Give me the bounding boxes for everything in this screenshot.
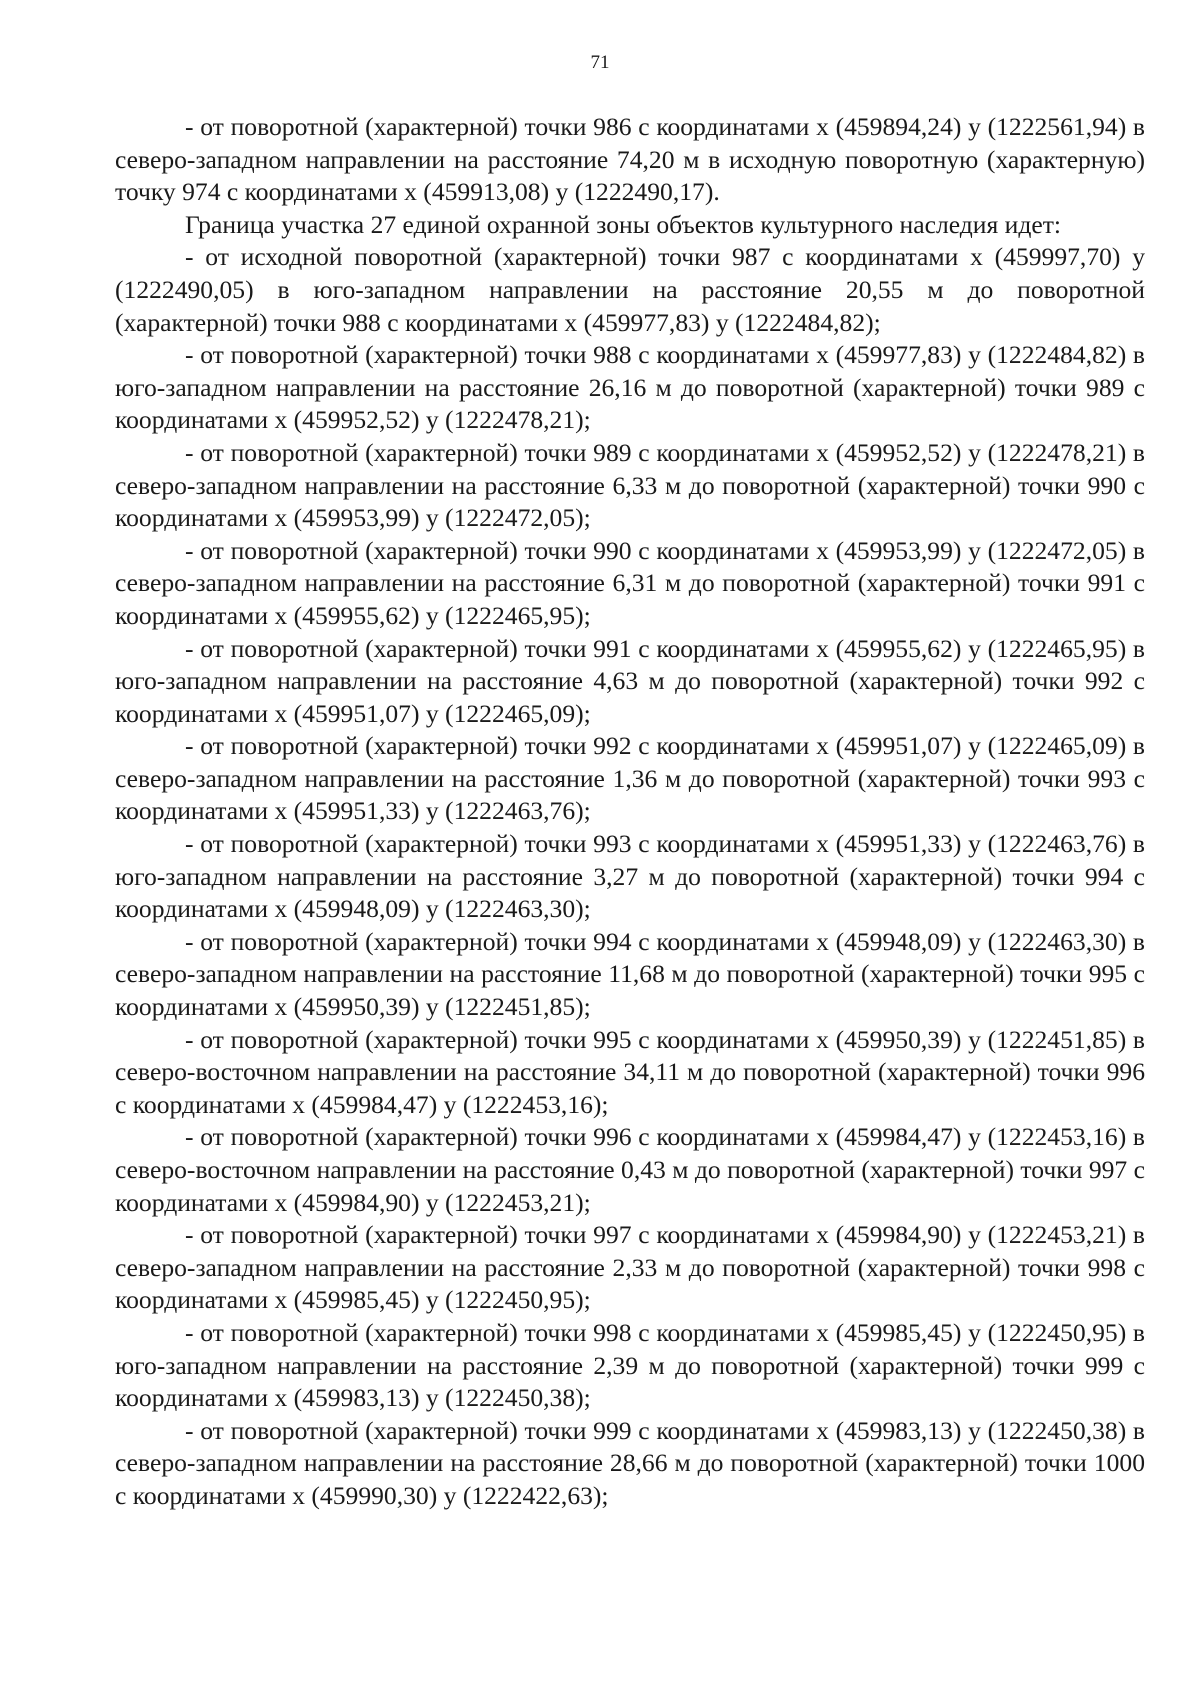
paragraph: - от поворотной (характерной) точки 990 с координатами х (459953,99) у (1222472,05) в северо-западном направлении на расстояние 6,31 м до поворотной (характерной) точки 991 с координатами х (459955,62) у (1222465,95);: [115, 535, 1145, 630]
page-number: 71: [590, 52, 610, 73]
paragraph: - от поворотной (характерной) точки 993 с координатами х (459951,33) у (1222463,76) в юго-западном направлении на расстояние 3,27 м до поворотной (характерной) точки 994 с координатами х (459948,09) у (1222463,30);: [115, 829, 1145, 924]
paragraph: - от поворотной (характерной) точки 992 с координатами х (459951,07) у (1222465,09) в северо-западном направлении на расстояние 1,36 м до поворотной (характерной) точки 993 с координатами х (459951,33) у (1222463,76);: [115, 731, 1145, 826]
paragraph: - от поворотной (характерной) точки 998 с координатами х (459985,45) у (1222450,95) в юго-западном направлении на расстояние 2,39 м до поворотной (характерной) точки 999 с координатами х (459983,13) у (1222450,38);: [115, 1317, 1145, 1413]
paragraph: - от поворотной (характерной) точки 988 с координатами х (459977,83) у (1222484,82) в юго-западном направлении на расстояние 26,16 м до поворотной (характерной) точки 989 с координатами х (459952,52) у (1222478,21);: [115, 340, 1145, 435]
paragraph: - от исходной поворотной (характерной) точки 987 с координатами х (459997,70) у (1222490,05) в юго-западном направлении на расстояние 20,55 м до поворотной (характерной) точки 988 с координатами х (459977,83) у (1222484,82);: [115, 242, 1145, 337]
paragraph: - от поворотной (характерной) точки 995 с координатами х (459950,39) у (1222451,85) в северо-восточном направлении на расстояние 34,11 м до поворотной (характерной) точки 996 с координатами х (459984,47) у (1222453,16);: [115, 1024, 1145, 1119]
paragraph: - от поворотной (характерной) точки 989 с координатами х (459952,52) у (1222478,21) в северо-западном направлении на расстояние 6,33 м до поворотной (характерной) точки 990 с координатами х (459953,99) у (1222472,05);: [115, 437, 1145, 533]
document-body: [115, 111, 1145, 1513]
paragraph: - от поворотной (характерной) точки 986 с координатами х (459894,24) у (1222561,94) в северо-западном направлении на расстояние 74,20 м в исходную поворотную (характерную) точку 974 с координатами х (459913,08) у (1222490,17).: [115, 112, 1145, 207]
paragraph: - от поворотной (характерной) точки 999 с координатами х (459983,13) у (1222450,38) в северо-западном направлении на расстояние 28,66 м до поворотной (характерной) точки 1000 с координатами х (459990,30) у (1222422,63);: [115, 1415, 1145, 1510]
paragraph: - от поворотной (характерной) точки 994 с координатами х (459948,09) у (1222463,30) в северо-западном направлении на расстояние 11,68 м до поворотной (характерной) точки 995 с координатами х (459950,39) у (1222451,85);: [115, 926, 1145, 1022]
paragraph: - от поворотной (характерной) точки 996 с координатами х (459984,47) у (1222453,16) в северо-восточном направлении на расстояние 0,43 м до поворотной (характерной) точки 997 с координатами х (459984,90) у (1222453,21);: [115, 1122, 1145, 1217]
paragraph: - от поворотной (характерной) точки 997 с координатами х (459984,90) у (1222453,21) в северо-западном направлении на расстояние 2,33 м до поворотной (характерной) точки 998 с координатами х (459985,45) у (1222450,95);: [115, 1220, 1145, 1315]
paragraph: - от поворотной (характерной) точки 991 с координатами х (459955,62) у (1222465,95) в юго-западном направлении на расстояние 4,63 м до поворотной (характерной) точки 992 с координатами х (459951,07) у (1222465,09);: [115, 633, 1145, 728]
paragraph: Граница участка 27 единой охранной зоны объектов культурного наследия идет:: [185, 209, 1062, 239]
